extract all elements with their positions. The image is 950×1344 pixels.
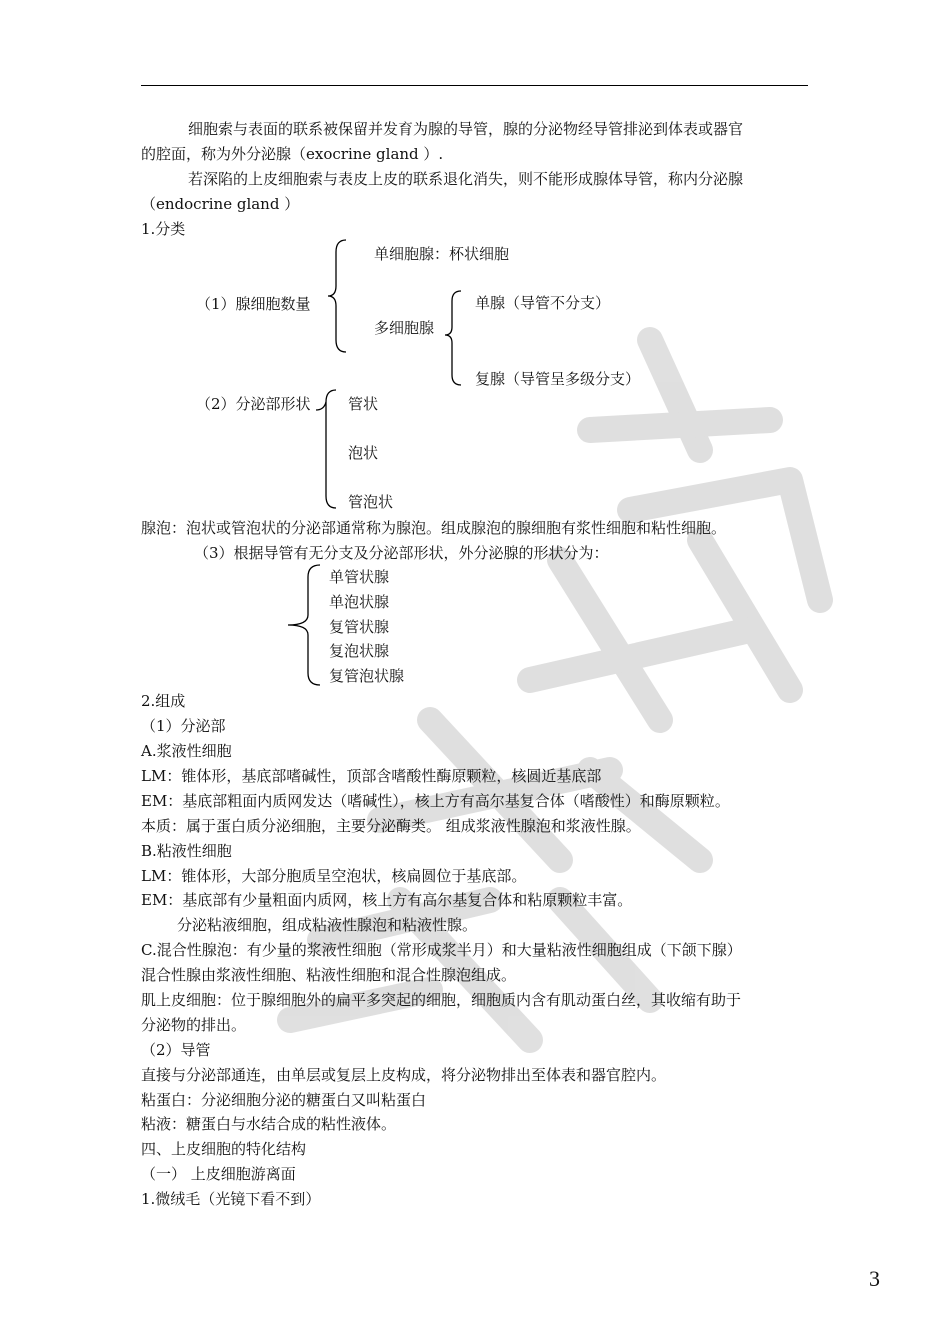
- mixed-line1: C.混合性腺泡：有少量的浆液性细胞（常形成浆半月）和大量粘液性细胞组成（下颌下腺）: [141, 941, 742, 959]
- intro-p1-line2: 的腔面，称为外分泌腺（exocrine gland ）.: [141, 145, 444, 163]
- brace-shape: [314, 388, 340, 512]
- secretory-heading: （1）分泌部: [141, 717, 226, 735]
- mucin-definition: 粘蛋白：分泌细胞分泌的糖蛋白又叫粘蛋白: [141, 1091, 427, 1109]
- mucous-heading: B.粘液性细胞: [141, 842, 232, 860]
- mucous-note: 分泌粘液细胞，组成粘液性腺泡和粘液性腺。: [177, 916, 478, 934]
- mixed-line2: 混合性腺由浆液性细胞、粘液性细胞和混合性腺泡组成。: [141, 966, 517, 984]
- form-simple-alveolar: 单泡状腺: [329, 593, 390, 611]
- brace-gland-forms: [284, 563, 324, 689]
- myoepithelial-line1: 肌上皮细胞：位于腺细胞外的扁平多突起的细胞，细胞质内含有肌动蛋白丝，其收缩有助于: [141, 991, 742, 1009]
- simple-gland: 单腺（导管不分支）: [475, 294, 611, 312]
- unicellular-gland: 单细胞腺：杯状细胞: [374, 245, 510, 263]
- intro-p2-line2: （endocrine gland ）: [141, 195, 300, 213]
- header-rule: [141, 85, 808, 86]
- serous-nature: 本质：属于蛋白质分泌细胞，主要分泌酶类。 组成浆液性腺泡和浆液性腺。: [141, 817, 641, 835]
- duct-heading: （2）导管: [141, 1041, 211, 1059]
- form-simple-tubular: 单管状腺: [329, 568, 390, 586]
- brace-cell-count: [326, 238, 350, 354]
- compound-gland: 复腺（导管呈多级分支）: [475, 370, 641, 388]
- intro-p1-line1: 细胞索与表面的联系被保留并发育为腺的导管，腺的分泌物经导管排泌到体表或器官: [188, 120, 744, 138]
- shape-tubuloalveolar: 管泡状: [348, 493, 394, 511]
- multicellular-gland: 多细胞腺: [374, 319, 435, 337]
- duct-text: 直接与分泌部通连，由单层或复层上皮构成，将分泌物排出至体表和器官腔内。: [141, 1066, 667, 1084]
- shape-label: （2）分泌部形状: [196, 395, 311, 413]
- mucus-definition: 粘液：糖蛋白与水结合成的粘性液体。: [141, 1115, 397, 1133]
- gland-form-label: （3）根据导管有无分支及分泌部形状，外分泌腺的形状分为：: [194, 544, 609, 562]
- mucous-em: EM：基底部有少量粗面内质网，核上方有高尔基复合体和粘原颗粒丰富。: [141, 891, 633, 909]
- brace-multicellular: [443, 289, 465, 387]
- classification-heading: 1.分类: [141, 220, 186, 238]
- myoepithelial-line2: 分泌物的排出。: [141, 1016, 247, 1034]
- shape-alveolar: 泡状: [348, 444, 379, 462]
- shape-tubular: 管状: [348, 395, 379, 413]
- section4-subheading: （一） 上皮细胞游离面: [141, 1165, 296, 1183]
- composition-heading: 2.组成: [141, 692, 186, 710]
- serous-heading: A.浆液性细胞: [141, 742, 232, 760]
- form-compound-tubular: 复管状腺: [329, 618, 390, 636]
- microvilli-item: 1.微绒毛（光镜下看不到）: [141, 1190, 321, 1208]
- mucous-lm: LM：锥体形，大部分胞质呈空泡状，核扁圆位于基底部。: [141, 867, 527, 885]
- section4-heading: 四、上皮细胞的特化结构: [141, 1140, 307, 1158]
- intro-p2-line1: 若深陷的上皮细胞索与表皮上皮的联系退化消失，则不能形成腺体导管，称内分泌腺: [188, 170, 744, 188]
- form-compound-tubuloalveolar: 复管泡状腺: [329, 667, 405, 685]
- form-compound-alveolar: 复泡状腺: [329, 642, 390, 660]
- acinus-note: 腺泡：泡状或管泡状的分泌部通常称为腺泡。组成腺泡的腺细胞有浆性细胞和粘性细胞。: [141, 519, 727, 537]
- serous-em: EM：基底部粗面内质网发达（嗜碱性），核上方有高尔基复合体（嗜酸性）和酶原颗粒。: [141, 792, 730, 810]
- cell-count-label: （1）腺细胞数量: [196, 295, 311, 313]
- serous-lm: LM：锥体形，基底部嗜碱性，顶部含嗜酸性酶原颗粒，核圆近基底部: [141, 767, 602, 785]
- page-number: 3: [869, 1266, 880, 1291]
